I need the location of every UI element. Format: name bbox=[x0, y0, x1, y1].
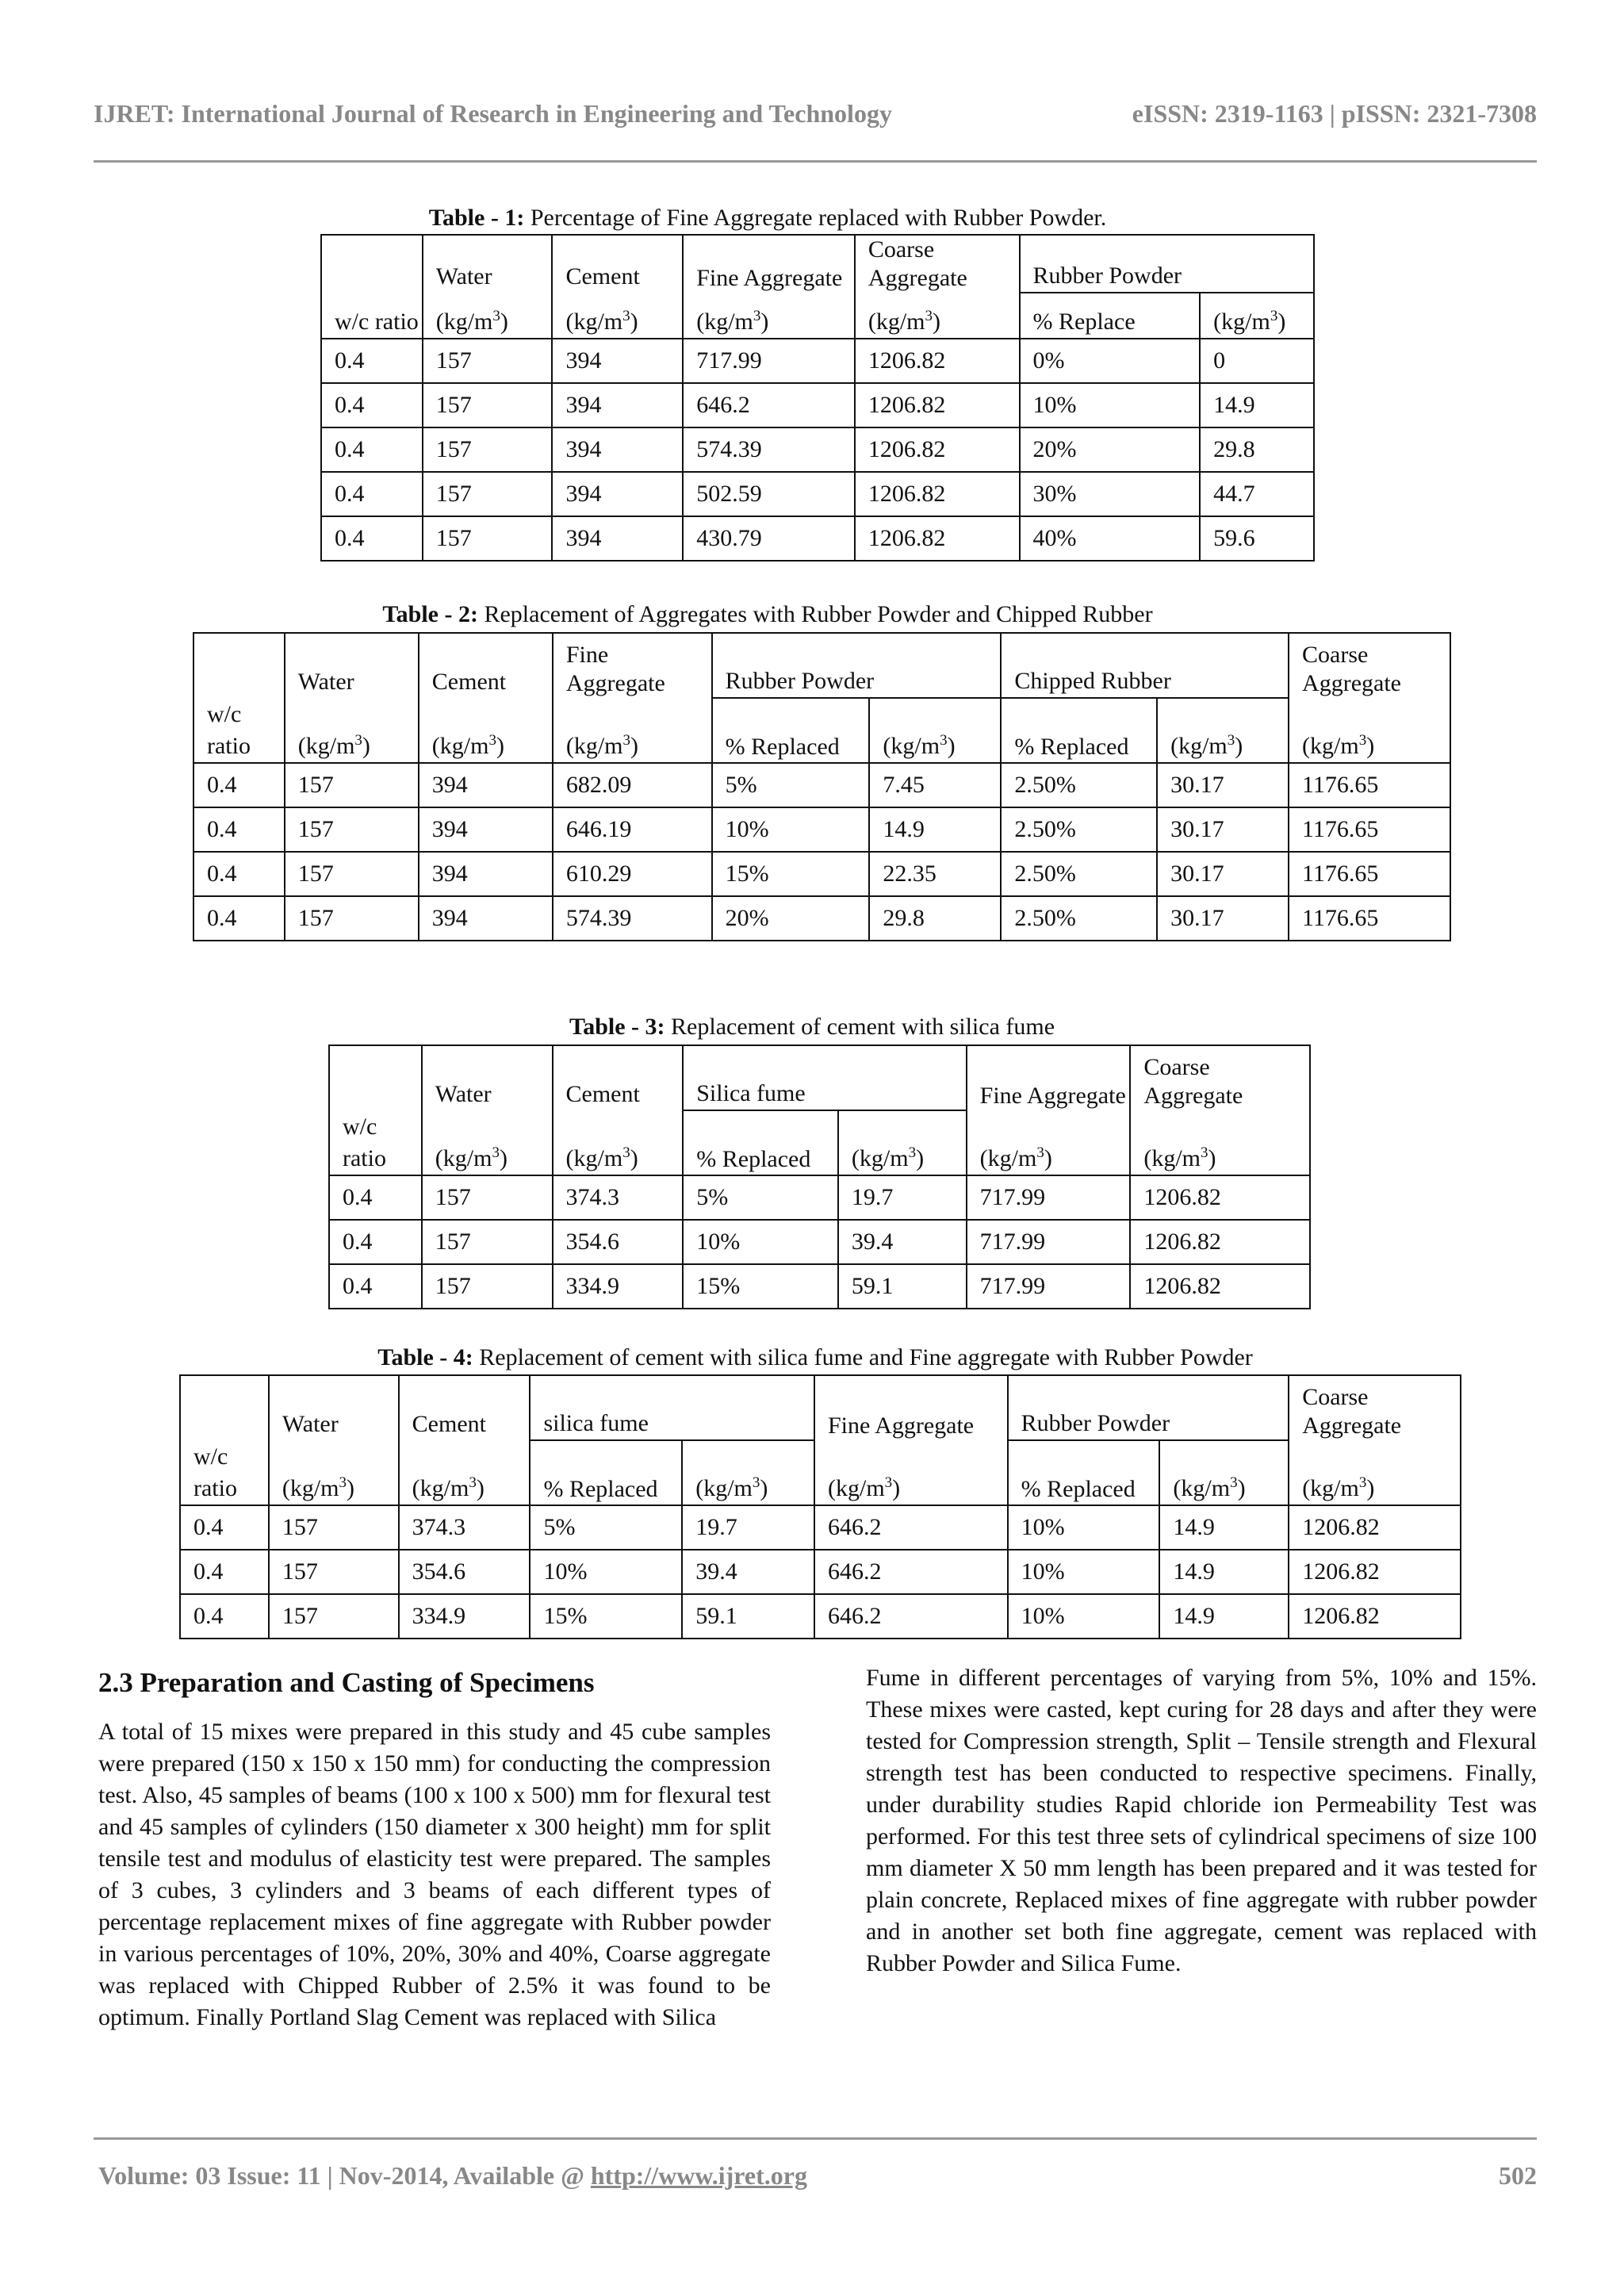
table-cell: 682.09 bbox=[553, 763, 712, 807]
table1 bbox=[320, 234, 1315, 562]
unit-coarse: $(kg/m^3)$ bbox=[1289, 698, 1450, 763]
table-row bbox=[193, 896, 1450, 941]
table-cell: 157 bbox=[422, 1220, 553, 1264]
table-cell: 610.29 bbox=[553, 852, 712, 896]
table-cell: 334.9 bbox=[399, 1594, 530, 1639]
table-cell: 157 bbox=[269, 1505, 399, 1550]
table-cell: 157 bbox=[423, 516, 553, 561]
table-cell: 0.4 bbox=[321, 516, 423, 561]
table-cell: 1206.82 bbox=[855, 427, 1020, 472]
col-fine-aggregate: Fine Aggregate bbox=[553, 633, 712, 698]
col-rubber-powder: Rubber Powder bbox=[712, 633, 1002, 698]
col-fine-aggregate: Fine Aggregate bbox=[814, 1375, 1008, 1440]
unit-rubber: $(kg/m^3)$ bbox=[1159, 1440, 1289, 1505]
table-cell: 1206.82 bbox=[855, 383, 1020, 427]
table-cell: 15% bbox=[683, 1264, 838, 1309]
table-cell: 1206.82 bbox=[855, 339, 1020, 383]
table-cell: 14.9 bbox=[1159, 1594, 1289, 1639]
table-cell: 0.4 bbox=[193, 807, 285, 852]
table-cell: 646.2 bbox=[814, 1550, 1008, 1594]
unit-fine: $(kg/m^3)$ bbox=[967, 1110, 1131, 1175]
unit-rubber-pct: % Replaced bbox=[712, 698, 870, 763]
col-cement: Cement bbox=[419, 633, 553, 698]
table-cell: 29.8 bbox=[1200, 427, 1314, 472]
table-cell: 0.4 bbox=[321, 472, 423, 516]
table2-header-row bbox=[193, 633, 1450, 698]
table-cell: 574.39 bbox=[553, 896, 712, 941]
table-cell: 30.17 bbox=[1157, 896, 1289, 941]
col-rubber-powder: Rubber Powder bbox=[1020, 235, 1314, 293]
table-row bbox=[180, 1505, 1461, 1550]
table-cell: 646.2 bbox=[814, 1505, 1008, 1550]
table-cell: 157 bbox=[285, 807, 419, 852]
table-cell: 717.99 bbox=[683, 339, 855, 383]
table4-label: Table - 4: bbox=[377, 1344, 473, 1370]
table3-label: Table - 3: bbox=[569, 1014, 665, 1040]
col-coarse-aggregate: Coarse Aggregate bbox=[1289, 633, 1450, 698]
journal-title: IJRET: International Journal of Research in Engineering and Technology bbox=[94, 99, 892, 128]
table-cell: 157 bbox=[423, 427, 553, 472]
unit-fine: $(kg/m^3)$ bbox=[814, 1440, 1008, 1505]
table-cell: 157 bbox=[423, 383, 553, 427]
table-cell: 157 bbox=[269, 1550, 399, 1594]
col-fine-aggregate: Fine Aggregate bbox=[683, 235, 855, 293]
table-row bbox=[193, 807, 1450, 852]
table-cell: 0.4 bbox=[321, 427, 423, 472]
table-row bbox=[180, 1594, 1461, 1639]
table-cell: 374.3 bbox=[553, 1175, 684, 1220]
table-cell: 19.7 bbox=[838, 1175, 967, 1220]
issn-info: eISSN: 2319-1163 | pISSN: 2321-7308 bbox=[1132, 99, 1537, 128]
table-cell: 0.4 bbox=[180, 1505, 269, 1550]
table-row bbox=[180, 1550, 1461, 1594]
table-row bbox=[321, 339, 1314, 383]
table-cell: 59.1 bbox=[682, 1594, 814, 1639]
unit-pct-replace: % Replace bbox=[1020, 293, 1201, 339]
table-cell: 5% bbox=[683, 1175, 838, 1220]
table-cell: 29.8 bbox=[869, 896, 1001, 941]
table-cell: 0% bbox=[1020, 339, 1201, 383]
table-cell: 30.17 bbox=[1157, 807, 1289, 852]
table-cell: 0.4 bbox=[193, 852, 285, 896]
table4-caption bbox=[304, 1344, 1327, 1371]
table-cell: 354.6 bbox=[399, 1550, 530, 1594]
page-number: 502 bbox=[1499, 2161, 1537, 2190]
unit-water: $(kg/m^3)$ bbox=[422, 1110, 553, 1175]
table-cell: 374.3 bbox=[399, 1505, 530, 1550]
table-cell: 646.2 bbox=[814, 1594, 1008, 1639]
table-row bbox=[329, 1220, 1310, 1264]
table4-unit-row bbox=[180, 1440, 1461, 1505]
table-cell: 717.99 bbox=[967, 1175, 1131, 1220]
footer-volume: Volume: 03 Issue: 11 | Nov-2014, Available @ bbox=[98, 2161, 591, 2190]
col-wc-ratio: w/c ratio bbox=[180, 1375, 269, 1505]
unit-silica-pct: % Replaced bbox=[683, 1110, 838, 1175]
table-cell: 430.79 bbox=[683, 516, 855, 561]
table-cell: 1176.65 bbox=[1289, 807, 1450, 852]
table-cell: 5% bbox=[712, 763, 870, 807]
table-cell: 22.35 bbox=[869, 852, 1001, 896]
table-cell: 0.4 bbox=[193, 763, 285, 807]
table-row bbox=[321, 516, 1314, 561]
table1-label: Table - 1: bbox=[428, 205, 525, 231]
table2-unit-row bbox=[193, 698, 1450, 763]
table-cell: 394 bbox=[419, 763, 553, 807]
table-cell: 1206.82 bbox=[1289, 1505, 1461, 1550]
table-cell: 1206.82 bbox=[1289, 1594, 1461, 1639]
right-column bbox=[866, 1662, 1537, 1980]
table-cell: 10% bbox=[1008, 1505, 1160, 1550]
table-cell: 1176.65 bbox=[1289, 896, 1450, 941]
table-cell: 394 bbox=[419, 896, 553, 941]
table-cell: 574.39 bbox=[683, 427, 855, 472]
table1-title: Percentage of Fine Aggregate replaced with Rubber Powder. bbox=[524, 205, 1107, 231]
table-cell: 10% bbox=[1008, 1550, 1160, 1594]
table-cell: 2.50% bbox=[1001, 896, 1157, 941]
table3-header-row bbox=[329, 1045, 1310, 1110]
table-cell: 39.4 bbox=[838, 1220, 967, 1264]
table4 bbox=[179, 1374, 1461, 1639]
table-cell: 157 bbox=[285, 852, 419, 896]
table2-label: Table - 2: bbox=[382, 601, 478, 627]
unit-water: $(kg/m^3)$ bbox=[423, 293, 553, 339]
table-row bbox=[321, 383, 1314, 427]
table-cell: 157 bbox=[422, 1264, 553, 1309]
table-cell: 30.17 bbox=[1157, 763, 1289, 807]
table3-unit-row bbox=[329, 1110, 1310, 1175]
table1-header-row bbox=[321, 235, 1314, 293]
table-cell: 1206.82 bbox=[855, 472, 1020, 516]
table1-caption bbox=[320, 205, 1216, 232]
footer-info bbox=[98, 2161, 807, 2191]
table3 bbox=[328, 1045, 1311, 1309]
col-cement: Cement bbox=[553, 1045, 684, 1110]
table-cell: 0 bbox=[1200, 339, 1314, 383]
unit-chipped: $(kg/m^3)$ bbox=[1157, 698, 1289, 763]
col-cement: Cement bbox=[552, 235, 683, 293]
col-rubber-powder: Rubber Powder bbox=[1008, 1375, 1289, 1440]
table-cell: 44.7 bbox=[1200, 472, 1314, 516]
col-fine-aggregate: Fine Aggregate bbox=[967, 1045, 1131, 1110]
table3-title: Replacement of cement with silica fume bbox=[665, 1014, 1055, 1040]
table-cell: 1206.82 bbox=[1130, 1264, 1310, 1309]
col-silica-fume: Silica fume bbox=[683, 1045, 966, 1110]
col-chipped-rubber: Chipped Rubber bbox=[1001, 633, 1289, 698]
unit-chipped-pct: % Replaced bbox=[1001, 698, 1157, 763]
table-cell: 30% bbox=[1020, 472, 1201, 516]
table-cell: 0.4 bbox=[321, 339, 423, 383]
table-cell: 394 bbox=[552, 516, 683, 561]
table-cell: 646.2 bbox=[683, 383, 855, 427]
col-coarse-aggregate: Coarse Aggregate bbox=[855, 235, 1020, 293]
table-cell: 717.99 bbox=[967, 1220, 1131, 1264]
table-cell: 1176.65 bbox=[1289, 852, 1450, 896]
unit-coarse: $(kg/m^3)$ bbox=[855, 293, 1020, 339]
table-cell: 59.1 bbox=[838, 1264, 967, 1309]
table-cell: 157 bbox=[285, 896, 419, 941]
table-row bbox=[329, 1264, 1310, 1309]
table2 bbox=[193, 632, 1451, 941]
col-water: Water bbox=[285, 633, 419, 698]
table-cell: 0.4 bbox=[329, 1175, 422, 1220]
footer-link[interactable]: http://www.ijret.org bbox=[590, 2161, 807, 2190]
table-cell: 0.4 bbox=[180, 1594, 269, 1639]
table-cell: 354.6 bbox=[553, 1220, 684, 1264]
table-cell: 14.9 bbox=[1200, 383, 1314, 427]
right-paragraph: Fume in different percentages of varying from 5%, 10% and 15%. These mixes were casted, kept curing for 28 days and after they were tested for Compression strength, Split – Tensile strength and Flexural strength test has been conducted to respective specimens. Finally, under durability studies Rapid chloride ion Permeability Test was performed. For this test three sets of cylindrical specimens of size 100 mm diameter X 50 mm length has been prepared and it was tested for plain concrete, Replaced mixes of fine aggregate with rubber powder and in another set both fine aggregate, cement was replaced with Rubber Powder and Silica Fume. bbox=[866, 1665, 1537, 1976]
unit-fine: $(kg/m^3)$ bbox=[683, 293, 855, 339]
table4-title: Replacement of cement with silica fume and Fine aggregate with Rubber Powder bbox=[473, 1344, 1253, 1370]
unit-rubber: $(kg/m^3)$ bbox=[1200, 293, 1314, 339]
col-coarse-aggregate: Coarse Aggregate bbox=[1130, 1045, 1310, 1110]
table-cell: 20% bbox=[1020, 427, 1201, 472]
table2-title: Replacement of Aggregates with Rubber Powder and Chipped Rubber bbox=[477, 601, 1153, 627]
table-cell: 502.59 bbox=[683, 472, 855, 516]
table-cell: 7.45 bbox=[869, 763, 1001, 807]
footer-divider bbox=[94, 2137, 1537, 2140]
table-cell: 10% bbox=[683, 1220, 838, 1264]
col-coarse-aggregate: Coarse Aggregate bbox=[1289, 1375, 1461, 1440]
table-cell: 717.99 bbox=[967, 1264, 1131, 1309]
header-divider bbox=[94, 160, 1537, 163]
table-cell: 394 bbox=[552, 472, 683, 516]
table-cell: 334.9 bbox=[553, 1264, 684, 1309]
col-water: Water bbox=[269, 1375, 399, 1440]
unit-rubber: $(kg/m^3)$ bbox=[869, 698, 1001, 763]
table-row bbox=[193, 763, 1450, 807]
table-cell: 40% bbox=[1020, 516, 1201, 561]
unit-fine: $(kg/m^3)$ bbox=[553, 698, 712, 763]
table-cell: 10% bbox=[530, 1550, 682, 1594]
table-cell: 14.9 bbox=[1159, 1505, 1289, 1550]
unit-water: $(kg/m^3)$ bbox=[269, 1440, 399, 1505]
unit-silica: $(kg/m^3)$ bbox=[682, 1440, 814, 1505]
table-cell: 19.7 bbox=[682, 1505, 814, 1550]
table-row bbox=[321, 427, 1314, 472]
unit-silica: $(kg/m^3)$ bbox=[838, 1110, 967, 1175]
table-cell: 394 bbox=[552, 339, 683, 383]
table-cell: 394 bbox=[419, 807, 553, 852]
table-cell: 646.19 bbox=[553, 807, 712, 852]
table-cell: 394 bbox=[552, 427, 683, 472]
table-cell: 157 bbox=[422, 1175, 553, 1220]
unit-rubber-pct: % Replaced bbox=[1008, 1440, 1160, 1505]
section-heading: 2.3 Preparation and Casting of Specimens bbox=[98, 1667, 595, 1698]
table-cell: 394 bbox=[552, 383, 683, 427]
col-wc-ratio: w/c ratio bbox=[193, 633, 285, 763]
left-paragraph: A total of 15 mixes were prepared in this study and 45 cube samples were prepared (150 x 150 x 150 mm) for conducting the compression test. Also, 45 samples of beams (100 x 100 x 500) mm for flexural test and 45 samples of cylinders (150 diameter x 300 height) mm for split tensile test and modulus of elasticity test were prepared. The samples of 3 cubes, 3 cylinders and 3 beams of each different types of percentage replacement mixes of fine aggregate with Rubber powder in various percentages of 10%, 20%, 30% and 40%, Coarse aggregate was replaced with Chipped Rubber of 2.5% it was found to be optimum. Finally Portland Slag Cement was replaced with Silica bbox=[98, 1719, 771, 2030]
col-wc-ratio: w/c ratio bbox=[321, 235, 423, 339]
col-water: Water bbox=[422, 1045, 553, 1110]
table-cell: 0.4 bbox=[193, 896, 285, 941]
col-water: Water bbox=[423, 235, 553, 293]
table-cell: 30.17 bbox=[1157, 852, 1289, 896]
table-cell: 157 bbox=[285, 763, 419, 807]
table-cell: 1206.82 bbox=[1289, 1550, 1461, 1594]
col-wc-ratio: w/c ratio bbox=[329, 1045, 422, 1175]
table-row bbox=[321, 472, 1314, 516]
table-cell: 39.4 bbox=[682, 1550, 814, 1594]
table-cell: 10% bbox=[1008, 1594, 1160, 1639]
table-cell: 15% bbox=[530, 1594, 682, 1639]
unit-cement: $(kg/m^3)$ bbox=[553, 1110, 684, 1175]
table-cell: 157 bbox=[423, 339, 553, 383]
table-cell: 14.9 bbox=[869, 807, 1001, 852]
col-silica-fume: silica fume bbox=[530, 1375, 814, 1440]
table-cell: 2.50% bbox=[1001, 852, 1157, 896]
table-cell: 0.4 bbox=[180, 1550, 269, 1594]
table-cell: 0.4 bbox=[329, 1264, 422, 1309]
table-cell: 10% bbox=[1020, 383, 1201, 427]
col-cement: Cement bbox=[399, 1375, 530, 1440]
unit-silica-pct: % Replaced bbox=[530, 1440, 682, 1505]
table-cell: 0.4 bbox=[321, 383, 423, 427]
table-cell: 2.50% bbox=[1001, 763, 1157, 807]
page-header bbox=[94, 99, 1537, 131]
table-cell: 5% bbox=[530, 1505, 682, 1550]
table-cell: 10% bbox=[712, 807, 870, 852]
table-row bbox=[329, 1175, 1310, 1220]
left-column bbox=[98, 1716, 771, 2033]
table-cell: 1176.65 bbox=[1289, 763, 1450, 807]
table-cell: 2.50% bbox=[1001, 807, 1157, 852]
table-cell: 59.6 bbox=[1200, 516, 1314, 561]
table-cell: 157 bbox=[269, 1594, 399, 1639]
table1-unit-row bbox=[321, 293, 1314, 339]
table4-header-row bbox=[180, 1375, 1461, 1440]
unit-coarse: $(kg/m^3)$ bbox=[1130, 1110, 1310, 1175]
table2-caption bbox=[201, 601, 1335, 628]
page-footer bbox=[98, 2161, 1537, 2193]
unit-cement: $(kg/m^3)$ bbox=[419, 698, 553, 763]
unit-coarse: $(kg/m^3)$ bbox=[1289, 1440, 1461, 1505]
table-cell: 1206.82 bbox=[1130, 1220, 1310, 1264]
table3-caption bbox=[384, 1014, 1240, 1041]
table-row bbox=[193, 852, 1450, 896]
table-cell: 20% bbox=[712, 896, 870, 941]
table-cell: 394 bbox=[419, 852, 553, 896]
table-cell: 1206.82 bbox=[855, 516, 1020, 561]
unit-cement: $(kg/m^3)$ bbox=[552, 293, 683, 339]
table-cell: 15% bbox=[712, 852, 870, 896]
table-cell: 1206.82 bbox=[1130, 1175, 1310, 1220]
unit-cement: $(kg/m^3)$ bbox=[399, 1440, 530, 1505]
table-cell: 14.9 bbox=[1159, 1550, 1289, 1594]
table-cell: 157 bbox=[423, 472, 553, 516]
unit-water: $(kg/m^3)$ bbox=[285, 698, 419, 763]
table-cell: 0.4 bbox=[329, 1220, 422, 1264]
